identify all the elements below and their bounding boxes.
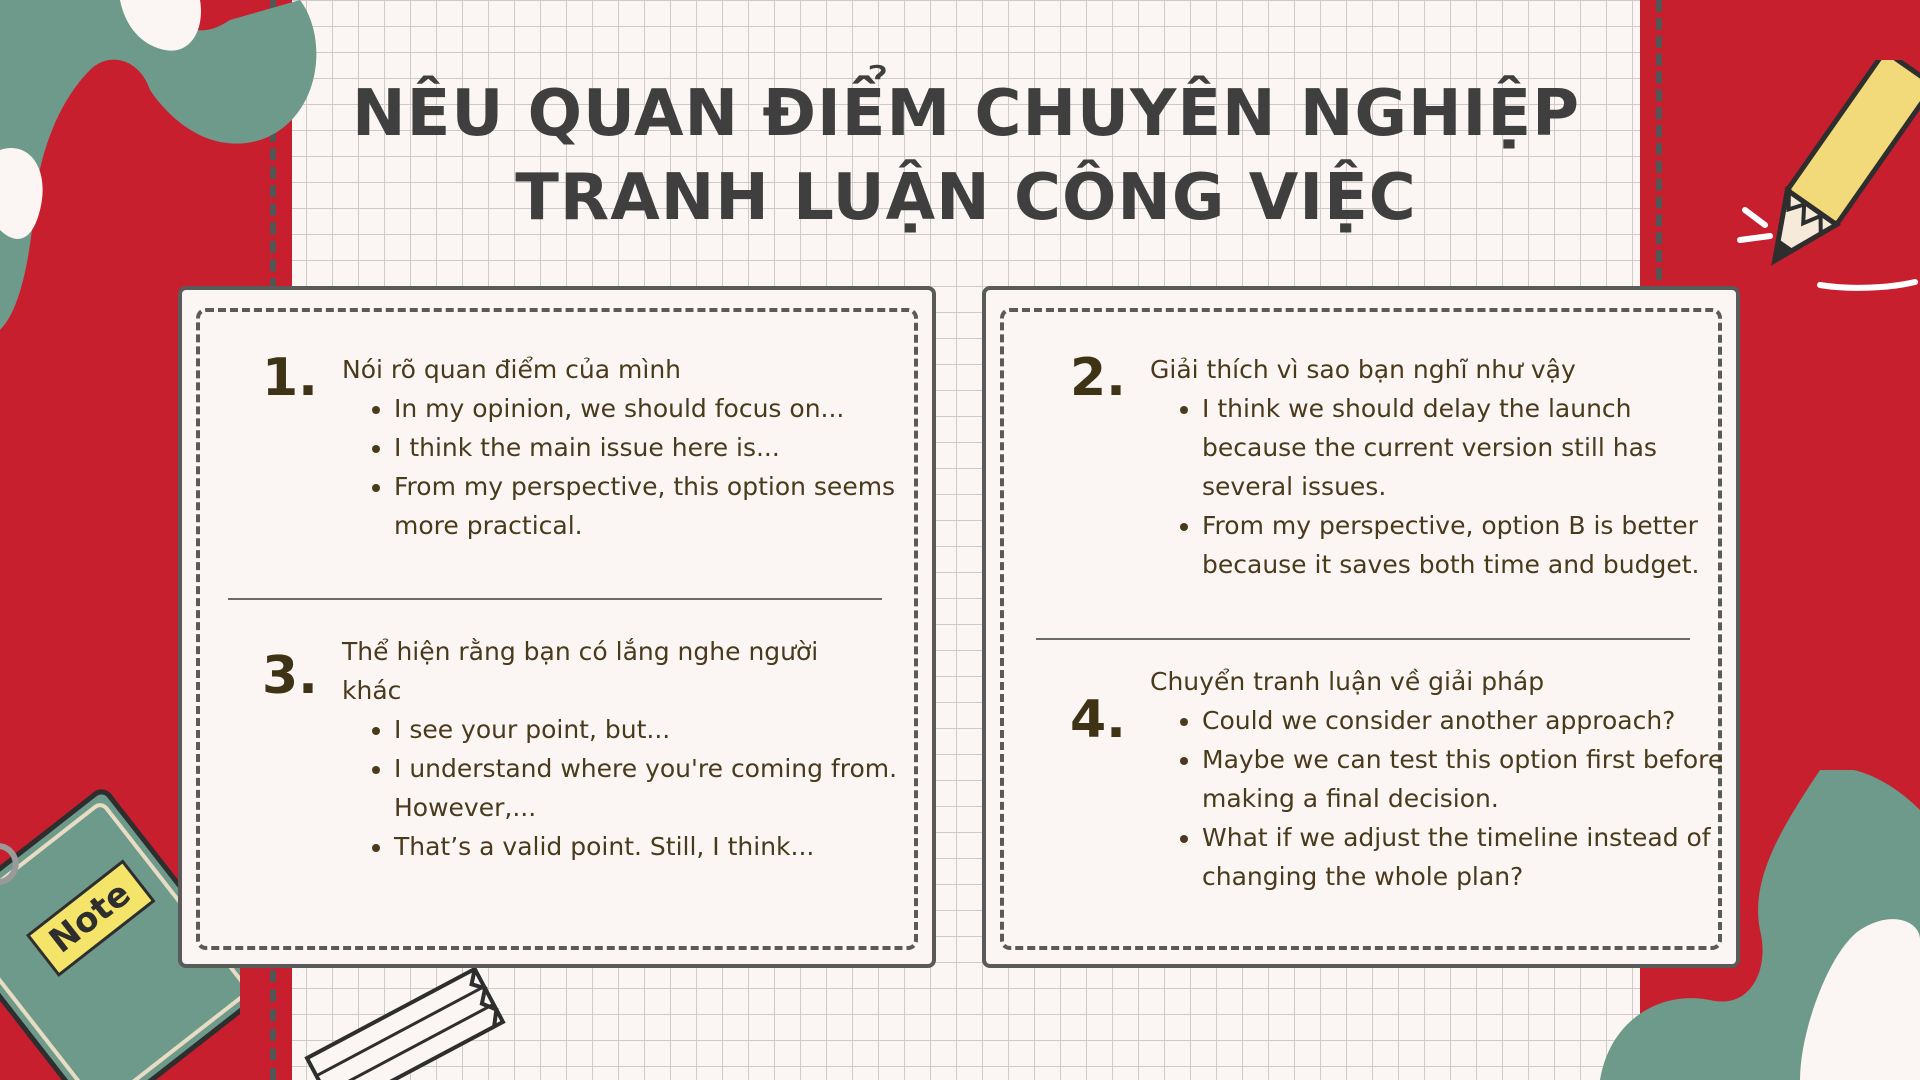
section-divider	[1036, 638, 1690, 640]
list-item: • I think the main issue here is...	[394, 428, 934, 467]
page-title	[292, 72, 1640, 240]
section-divider	[228, 598, 882, 600]
dashed-margin-left-bottom	[270, 970, 276, 1080]
section-bullets	[1150, 389, 1712, 584]
section-number: 2.	[1070, 348, 1126, 408]
section-number: 1.	[262, 348, 318, 408]
section-heading: Giải thích vì sao bạn nghĩ như vậy	[1150, 355, 1576, 384]
section-bullets	[1150, 701, 1732, 896]
pencil-icon	[1730, 60, 1920, 300]
list-item: • In my opinion, we should focus on...	[394, 389, 934, 428]
section-heading: Thể hiện rằng bạn có lắng nghe người khác	[342, 637, 819, 705]
card-right	[982, 286, 1740, 968]
dashed-margin-right	[1656, 0, 1662, 280]
list-item: • What if we adjust the timeline instead of changing the whole plan?	[1202, 818, 1732, 896]
note-label: Note	[41, 873, 139, 962]
list-item: • Could we consider another approach?	[1202, 701, 1732, 740]
list-item: • From my perspective, option B is better because it saves both time and budget.	[1202, 506, 1712, 584]
title-line-1: NÊU QUAN ĐIỂM CHUYÊN NGHIỆP	[352, 77, 1580, 151]
pencil-bottom-icon	[290, 960, 510, 1080]
section-bullets	[342, 389, 934, 545]
section-number: 3.	[262, 646, 318, 706]
list-item: • From my perspective, this option seems more practical.	[394, 467, 934, 545]
card-left	[178, 286, 936, 968]
list-item: • I see your point, but...	[394, 710, 934, 749]
list-item: • I understand where you're coming from. However,...	[394, 749, 934, 827]
section-number: 4.	[1070, 690, 1126, 750]
list-item: • That’s a valid point. Still, I think...	[394, 827, 934, 866]
list-item: • I think we should delay the launch because the current version still has several issues.	[1202, 389, 1712, 506]
section-heading: Chuyển tranh luận về giải pháp	[1150, 667, 1545, 696]
list-item: • Maybe we can test this option first before making a final decision.	[1202, 740, 1732, 818]
title-line-2: TRANH LUẬN CÔNG VIỆC	[515, 161, 1417, 235]
section-heading: Nói rõ quan điểm của mình	[342, 355, 682, 384]
section-bullets	[342, 710, 934, 866]
